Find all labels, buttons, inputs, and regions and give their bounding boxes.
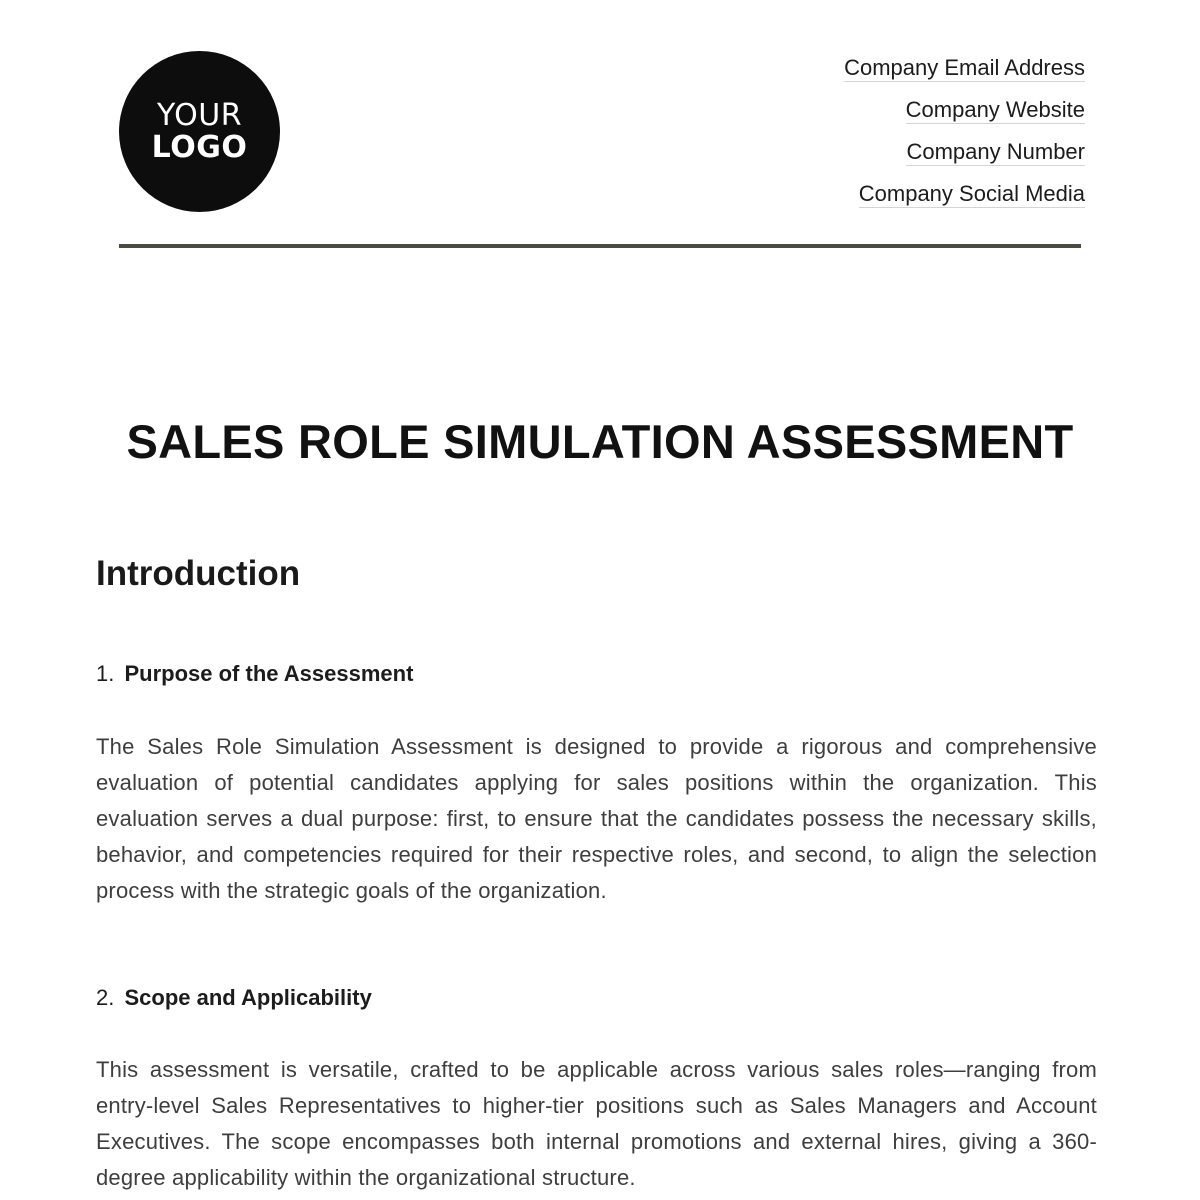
company-contact-block <box>844 54 1085 222</box>
company-website: Company Website <box>905 97 1085 122</box>
company-social-media: Company Social Media <box>858 181 1085 206</box>
item-number: 1. <box>96 661 115 686</box>
document-title: SALES ROLE SIMULATION ASSESSMENT <box>126 415 1074 468</box>
section-heading-introduction: Introduction <box>96 554 301 593</box>
item-title: Purpose of the Assessment <box>124 661 414 686</box>
logo-text-your: YOUR <box>156 97 243 133</box>
company-number: Company Number <box>906 139 1085 164</box>
paragraph-purpose: The Sales Role Simulation Assessment is designed to provide a rigorous and comprehensive evaluation of potential candidates applying for sales positions within the organization. This evaluation serves a dual purpose: first, to ensure that the candidates possess the necessary skills, behavior, and competencies required for their respective roles, and second, to align the selection process with the strategic goals of the organization. <box>96 734 1097 903</box>
company-logo <box>119 51 280 212</box>
paragraph-scope: This assessment is versatile, crafted to be applicable across various sales roles—ranging from entry-level Sales Representatives to higher-tier positions such as Sales Managers and Account Executives. The scope encompasses both internal promotions and external hires, giving a 360-degree applicability within the organizational structure. <box>96 1057 1097 1190</box>
company-email: Company Email Address <box>844 55 1085 80</box>
item-heading-purpose <box>96 661 413 687</box>
item-title: Scope and Applicability <box>124 985 372 1010</box>
item-number: 2. <box>96 985 115 1010</box>
logo-text-logo: LOGO <box>151 129 248 165</box>
item-heading-scope <box>96 985 372 1011</box>
header-divider <box>119 244 1081 248</box>
